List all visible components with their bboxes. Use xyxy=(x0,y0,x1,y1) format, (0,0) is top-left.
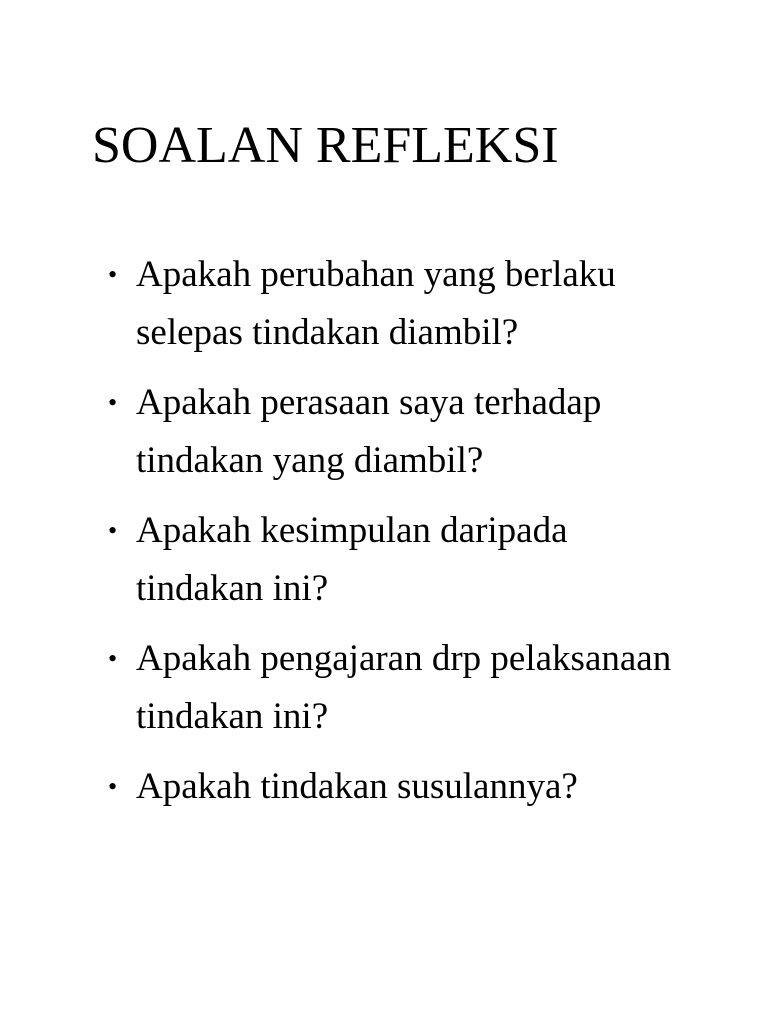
bullet-text: Apakah kesimpulan daripada tindakan ini? xyxy=(136,510,568,609)
bullet-icon: • xyxy=(108,516,118,545)
bullet-text: Apakah perasaan saya terhadap tindakan yang diambil? xyxy=(136,382,602,481)
bullet-icon: • xyxy=(108,260,118,289)
bullet-item xyxy=(108,374,728,490)
bullet-item xyxy=(108,758,728,816)
slide-title: SOALAN REFLEKSI xyxy=(92,117,559,174)
bullet-icon: • xyxy=(108,644,118,673)
bullet-list xyxy=(108,246,728,828)
bullet-icon: • xyxy=(108,388,118,417)
bullet-text: Apakah pengajaran drp pelaksanaan tindakan ini? xyxy=(136,638,672,737)
bullet-icon: • xyxy=(108,772,118,801)
bullet-item xyxy=(108,630,728,746)
bullet-text: Apakah perubahan yang berlaku selepas tindakan diambil? xyxy=(136,254,616,353)
bullet-text: Apakah tindakan susulannya? xyxy=(136,766,578,807)
bullet-item xyxy=(108,502,728,618)
bullet-item xyxy=(108,246,728,362)
